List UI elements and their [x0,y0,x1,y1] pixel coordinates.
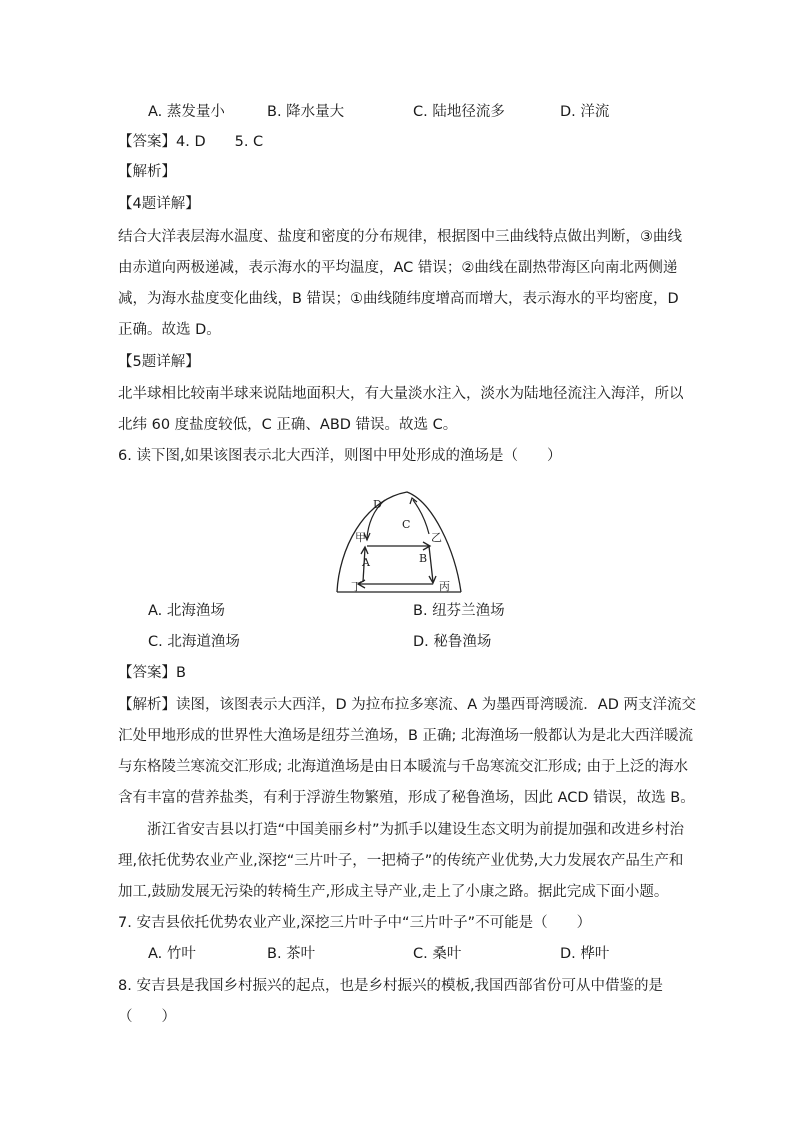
passage-line: 理,依托优势农业产业,深挖“三片叶子，一把椅子”的传统产业优势,大力发展农产品生产和 [118,853,684,869]
label-bing: 丙 [439,580,450,593]
q6-option-a: A. 北海渔场 [148,603,225,619]
q5-detail-line: 北纬 60 度盐度较低，C 正确、ABD 错误。故选 C。 [118,417,458,433]
analysis-label: 【解析】 [118,164,176,180]
q5-option-c: C. 陆地径流多 [413,104,505,120]
q4-detail-line: 结合大洋表层海水温度、盐度和密度的分布规律，根据图中三曲线特点做出判断，③曲线 [118,229,682,245]
q5-option-b: B. 降水量大 [267,104,345,120]
q4-detail-line: 减，为海水盐度变化曲线，B 错误；①曲线随纬度增高而增大，表示海水的平均密度，D [118,291,679,307]
q4-detail-line: 由赤道向两极递减，表示海水的平均温度，AC 错误；②曲线在副热带海区向南北两侧递 [118,260,678,276]
q6-analysis-line: 【解析】读图，该图表示大西洋，D 为拉布拉多寒流、A 为墨西哥湾暖流．AD 两支洋流交 [118,697,696,713]
q6-option-c: C. 北海道渔场 [148,634,240,650]
label-yi: 乙 [431,531,442,544]
q7-option-b: B. 茶叶 [267,946,316,962]
q7-option-d: D. 桦叶 [560,946,610,962]
q5-detail-line: 北半球相比较南半球来说陆地面积大，有大量淡水注入，淡水为陆地径流注入海洋，所以 [118,386,684,402]
q6-analysis-line: 与东格陵兰寒流交汇形成; 北海道渔场是由日本暖流与千岛寒流交汇形成; 由于上泛的海水 [118,759,688,775]
q6-stem: 6. 读下图,如果该图表示北大西洋，则图中甲处形成的渔场是（ ） [118,448,562,464]
q6-analysis-line: 含有丰富的营养盐类，有利于浮游生物繁殖，形成了秘鲁渔场，因此 ACD 错误，故选 B。 [118,790,695,806]
q5-option-d: D. 洋流 [560,104,610,120]
label-d: D [373,498,382,511]
label-c: C [402,518,411,531]
q7-option-a: A. 竹叶 [148,946,196,962]
passage-line: 加工,鼓励发展无污染的转椅生产,形成主导产业,走上了小康之路。据此完成下面小题。 [118,884,669,900]
q8-stem-bracket: （ ） [118,1009,176,1025]
q6-option-b: B. 纽芬兰渔场 [413,603,505,619]
passage-line: 浙江省安吉县以打造“中国美丽乡村”为抓手以建设生态文明为前提加强和改进乡村治 [118,822,685,838]
q4-detail-line: 正确。故选 D。 [118,322,221,338]
q6-option-d: D. 秘鲁渔场 [413,634,492,650]
q5-option-a: A. 蒸发量小 [148,104,225,120]
q4-detail-heading: 【4题详解】 [118,196,200,212]
q6-answer: 【答案】B [118,665,186,681]
q7-stem: 7. 安吉县依托优势农业产业,深挖三片叶子中“三片叶子”不可能是（ ） [118,915,592,931]
q8-stem: 8. 安吉县是我国乡村振兴的起点，也是乡村振兴的模板,我国西部省份可从中借鉴的是 [118,978,664,994]
ocean-current-diagram [333,490,463,594]
label-a: A [362,556,370,569]
answer-4-5: 【答案】4. D 5. C [118,134,264,150]
q5-detail-heading: 【5题详解】 [118,354,200,370]
q7-option-c: C. 桑叶 [413,946,462,962]
q6-analysis-line: 汇处甲地形成的世界性大渔场是纽芬兰渔场，B 正确; 北海渔场一般都认为是北大西洋暖流 [118,728,694,744]
label-jia: 甲 [355,531,366,544]
label-b: B [419,552,428,565]
label-ding: 丁 [351,580,362,593]
